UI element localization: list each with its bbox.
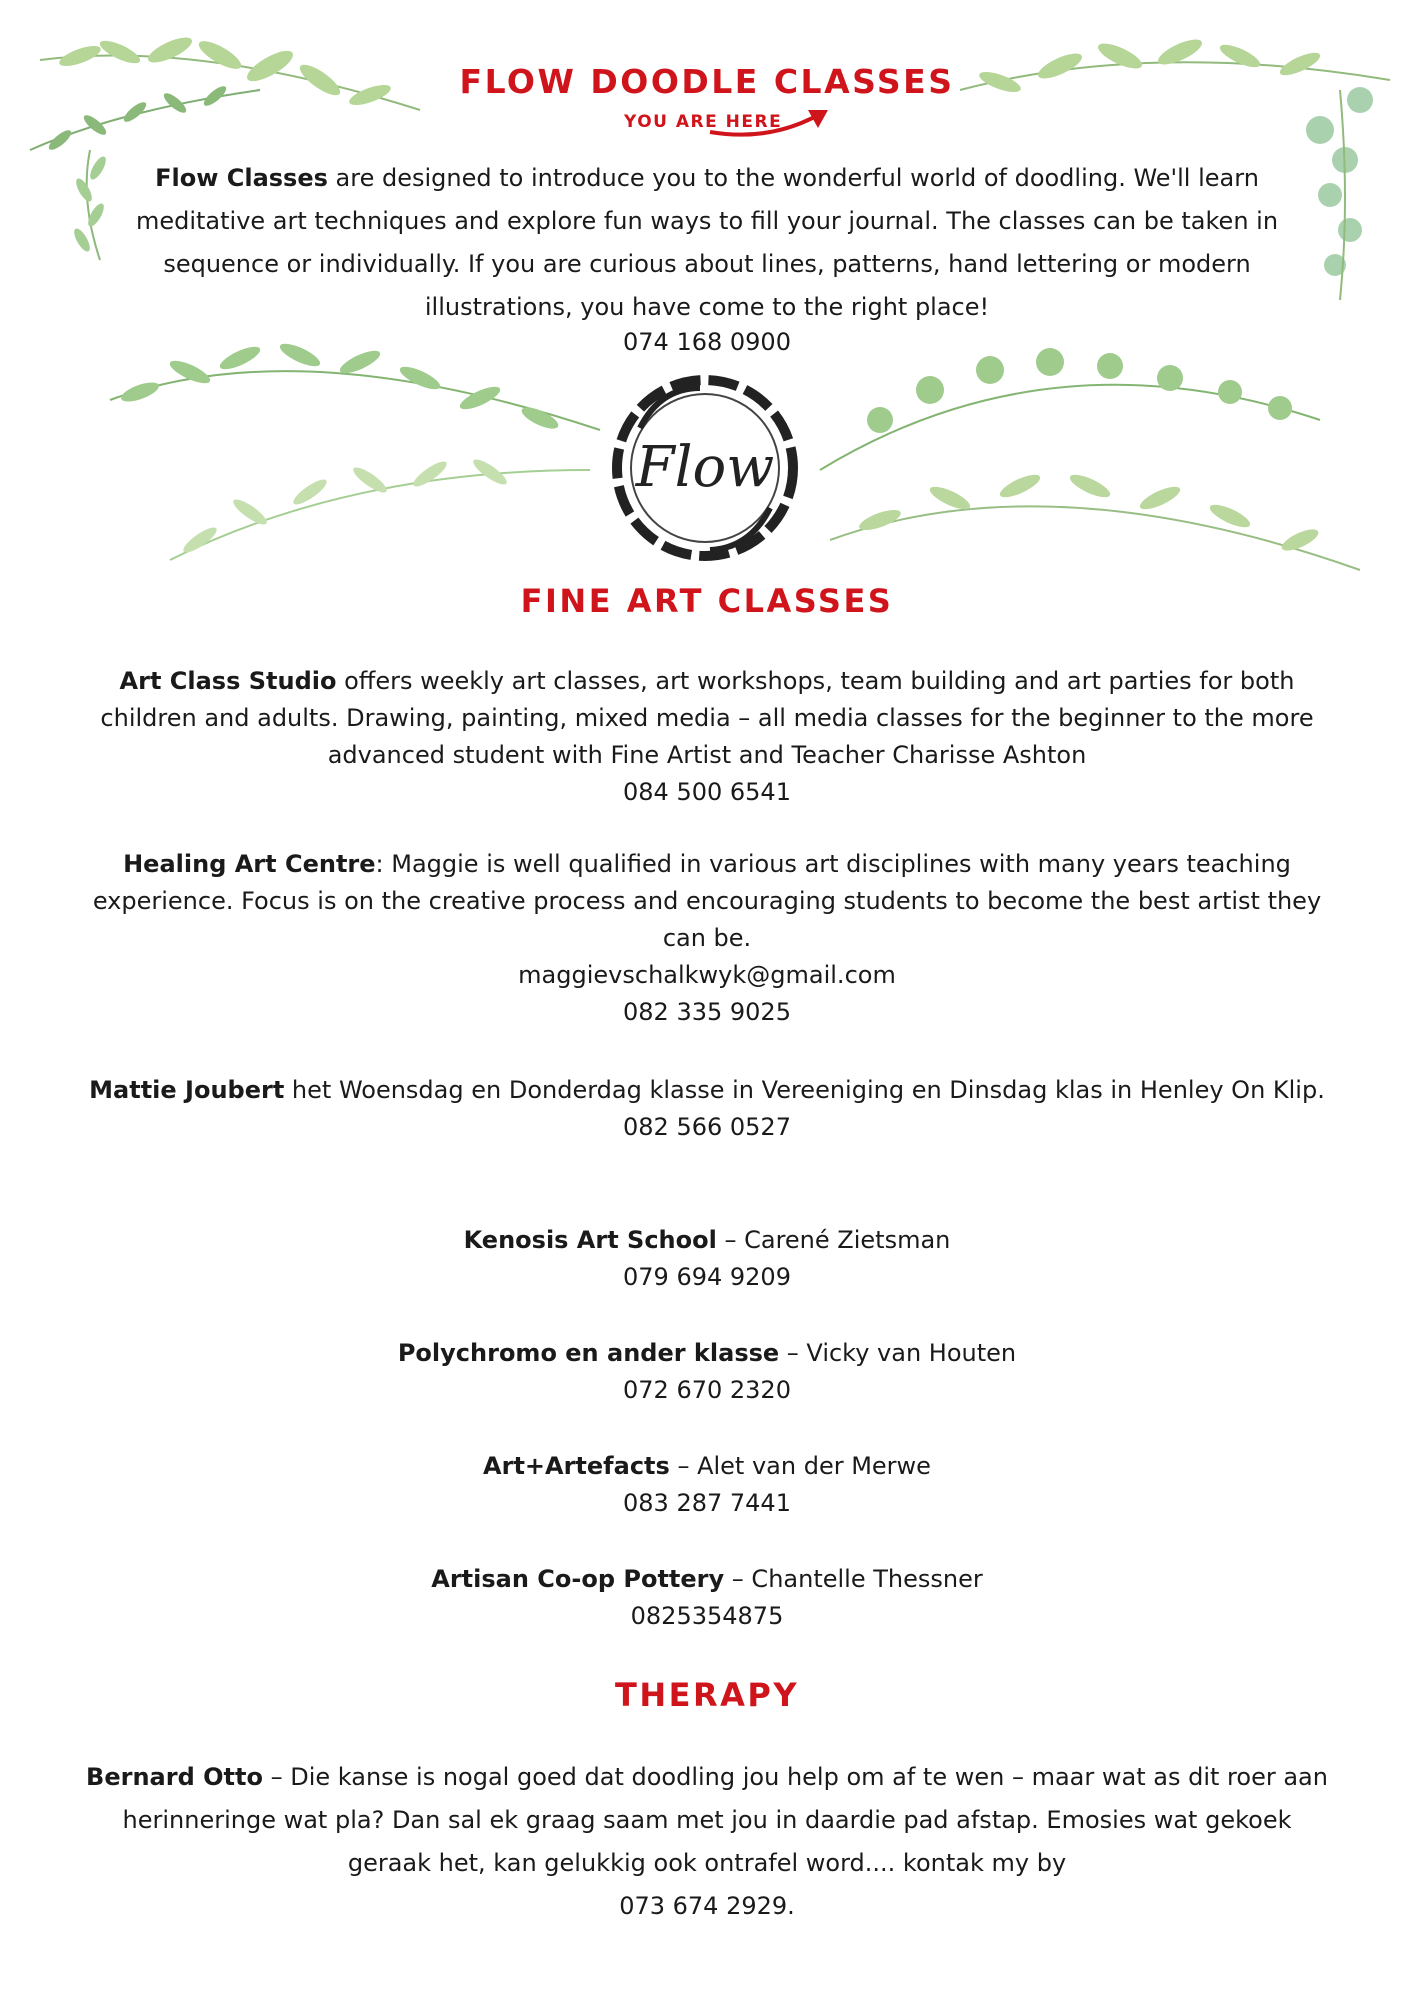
entry-text: het Woensdag en Donderdag klasse in Vereeniging en Dinsdag klas in Henley On Klip.	[284, 1076, 1325, 1104]
entry-text: offers weekly art classes, art workshops, team building and art parties for both children and adults. Drawing, painting, mixed media – all media classes for the beginner to the more advanced student with Fine Artist and Teacher Charisse Ashton	[100, 667, 1314, 769]
entry-phone: 083 287 7441	[623, 1489, 791, 1517]
entry-name: Bernard Otto	[86, 1763, 263, 1791]
entry-bernard-otto	[80, 1756, 1334, 1928]
entry-kenosis-art-school	[80, 1222, 1334, 1296]
entry-healing-art-centre	[80, 846, 1334, 1031]
entry-art-artefacts	[80, 1448, 1334, 1522]
entry-phone: 073 674 2929.	[619, 1892, 795, 1920]
entry-name: Healing Art Centre	[123, 850, 376, 878]
entry-name: Mattie Joubert	[89, 1076, 285, 1104]
fine-art-classes-heading: FINE ART CLASSES	[520, 582, 894, 620]
entry-phone: 079 694 9209	[623, 1263, 791, 1291]
entry-text: – Chantelle Thessner	[724, 1565, 983, 1593]
you-are-here-label: YOU ARE HERE	[624, 112, 783, 132]
entry-text: : Maggie is well qualified in various art disciplines with many years teaching experience. Focus is on the creative process and encouraging students to become the best artist they can be.	[92, 850, 1322, 952]
curved-arrow-icon	[700, 100, 840, 140]
entry-text: – Vicky van Houten	[779, 1339, 1017, 1367]
entry-text: – Die kanse is nogal goed dat doodling jou help om af te wen – maar wat as dit roer aan herinneringe wat pla? Dan sal ek graag saam met jou in daardie pad afstap. Emosies wat gekoek geraak het, kan gelukkig ook ontrafel word.... kontak my by	[122, 1763, 1328, 1877]
flow-logo	[600, 368, 810, 568]
entry-phone: 082 566 0527	[623, 1113, 791, 1141]
entry-text: – Alet van der Merwe	[669, 1452, 931, 1480]
entry-phone: 072 670 2320	[623, 1376, 791, 1404]
entry-polychromo	[80, 1335, 1334, 1409]
entry-name: Artisan Co-op Pottery	[431, 1565, 725, 1593]
flow-classes-lead: Flow Classes	[155, 164, 328, 192]
flow-intro-text: are designed to introduce you to the wonderful world of doodling. We'll learn meditative art techniques and explore fun ways to fill your journal. The classes can be taken in sequence or individually. If you are curious about lines, patterns, hand lettering or modern illustrations, you have come to the right place!	[135, 164, 1279, 321]
entry-phone: 0825354875	[630, 1602, 784, 1630]
entry-name: Art Class Studio	[119, 667, 337, 695]
flow-logo-text: Flow	[635, 435, 775, 500]
flow-doodle-classes-heading: FLOW DOODLE CLASSES	[459, 62, 955, 101]
entry-name: Polychromo en ander klasse	[397, 1339, 780, 1367]
flow-intro-paragraph	[96, 157, 1318, 329]
entry-text: – Carené Zietsman	[716, 1226, 951, 1254]
entry-phone: 082 335 9025	[623, 998, 791, 1026]
flow-phone: 074 168 0900	[623, 328, 791, 356]
entry-art-class-studio	[80, 663, 1334, 811]
entry-email[interactable]: maggievschalkwyk@gmail.com	[518, 961, 896, 989]
entry-name: Art+Artefacts	[483, 1452, 670, 1480]
therapy-heading: THERAPY	[615, 1676, 799, 1714]
entry-name: Kenosis Art School	[463, 1226, 717, 1254]
entry-phone: 084 500 6541	[623, 778, 791, 806]
entry-artisan-co-op-pottery	[80, 1561, 1334, 1635]
entry-mattie-joubert	[80, 1072, 1334, 1146]
